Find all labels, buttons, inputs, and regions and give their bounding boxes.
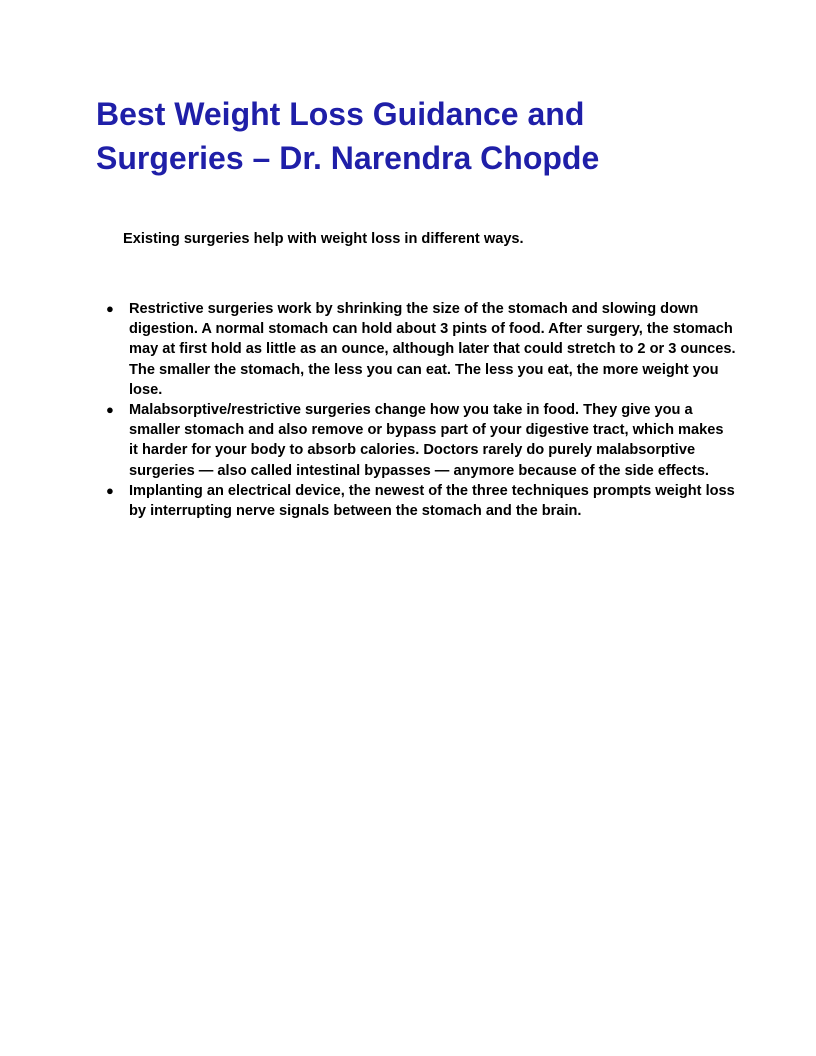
page-title [96,92,716,180]
bullet-item-malabsorptive [106,400,736,481]
bullet-list [106,299,736,521]
bullet-text: Implanting an electrical device, the newest of the three techniques prompts weight loss by interrupting nerve signals between the stomach and the brain. [129,482,735,520]
page-title-line-1: Best Weight Loss Guidance and [96,96,585,132]
bullet-icon: ● [106,402,114,418]
bullet-text: Malabsorptive/restrictive surgeries change how you take in food. They give you a smaller stomach and also remove or bypass part of your digestive tract, which makes it harder for your body to absorb calories. Doctors rarely do purely malabsorptive surgeries — also called intestinal bypasses — anymore because of the side effects. [129,402,724,479]
bullet-item-restrictive [106,299,736,400]
intro-paragraph: Existing surgeries help with weight loss in different ways. [123,231,524,247]
bullet-icon: ● [106,482,114,498]
bullet-item-electrical-device [106,481,736,521]
bullet-icon: ● [106,301,114,316]
page-title-line-2: Surgeries – Dr. Narendra Chopde [96,140,600,176]
bullet-text: Restrictive surgeries work by shrinking the size of the stomach and slowing down digestion. A normal stomach can hold about 3 pints of food. After surgery, the stomach may at first hold as little as an ounce, although later that could stretch to 2 or 3 ounces. The smaller the stomach, the less you can eat. The less you eat, the more weight you lose. [129,301,736,398]
